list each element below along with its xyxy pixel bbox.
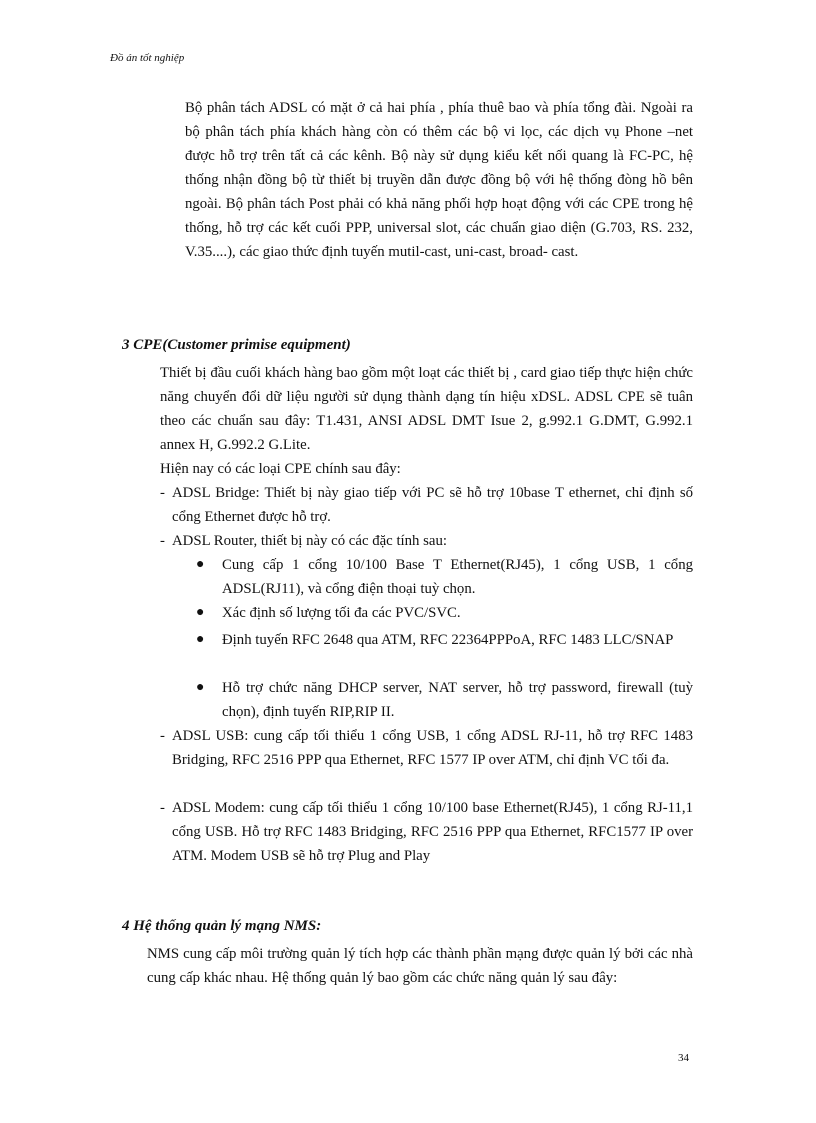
- modem-text: ADSL Modem: cung cấp tối thiểu 1 cổng 10/100 base Ethernet(RJ45), 1 cổng RJ-11,1 cổng USB. Hỗ trợ RFC 1483 Bridging, RFC 2516 PPP qua Ethernet, RFC1577 IP over ATM. Modem USB sẽ hỗ trợ Plug and Play: [172, 800, 693, 864]
- nms-paragraph: NMS cung cấp môi trường quản lý tích hợp các thành phần mạng được quản lý bởi các nhà cung cấp khác nhau. Hệ thống quản lý bao gồm các chức năng quản lý sau đây:: [147, 946, 693, 986]
- page-number: 34: [678, 1052, 689, 1064]
- bullet-icon: ●: [196, 605, 205, 620]
- list-item-modem: [160, 796, 693, 868]
- dash-marker: -: [160, 728, 165, 744]
- usb-text: ADSL USB: cung cấp tối thiểu 1 cổng USB, 1 cổng ADSL RJ-11, hỗ trợ RFC 1483 Bridging, RFC 2516 PPP qua Ethernet, RFC 1577 IP over ATM, chỉ định VC tối đa.: [172, 728, 693, 768]
- list-item-usb: [160, 724, 693, 772]
- splitter-paragraph: Bộ phân tách ADSL có mặt ở cả hai phía , phía thuê bao và phía tổng đài. Ngoài ra bộ phân tách phía khách hàng còn có thêm các bộ vi lọc, các dịch vụ Phone –net được hỗ trợ trên tất cả các kênh. Bộ này sử dụng kiểu kết nối quang là FC-PC, hệ thống nhận đồng bộ từ thiết bị truyền dẫn được đồng bộ với hệ thống đòng hồ bên ngoài. Bộ phân tách Post phải có khả năng phối hợp hoạt động với các CPE trong hệ thống, hỗ trợ các kết cuối PPP, universal slot, các chuẩn giao diện (G.703, RS. 232, V.35....), các giao thức định tuyến mutil-cast, uni-cast, broad- cast.: [185, 100, 693, 260]
- router-feature-item: [196, 601, 693, 625]
- section-4-heading: 4 Hệ thống quản lý mạng NMS:: [122, 918, 322, 934]
- bullet-icon: ●: [196, 632, 205, 647]
- list-item-router: [160, 529, 693, 553]
- router-feature-text: Cung cấp 1 cổng 10/100 Base T Ethernet(RJ45), 1 cổng USB, 1 cổng ADSL(RJ11), và cổng điện thoại tuỳ chọn.: [222, 557, 693, 597]
- bridge-text: ADSL Bridge: Thiết bị này giao tiếp với PC sẽ hỗ trợ 10base T ethernet, chỉ định số cổng Ethernet được hỗ trợ.: [172, 485, 693, 525]
- dash-marker: -: [160, 533, 165, 549]
- router-feature-item: [196, 553, 693, 601]
- cpe-intro-paragraph: Thiết bị đầu cuối khách hàng bao gồm một loạt các thiết bị , card giao tiếp thực hiện chức năng chuyển đổi dữ liệu người sử dụng thành dạng tín hiệu xDSL. ADSL CPE sẽ tuân theo các chuẩn sau đây: T1.431, ANSI ADSL DMT Isue 2, g.992.1 G.DMT, G.992.1 annex H, G.992.2 G.Lite.: [160, 365, 693, 453]
- router-feature-text: Hỗ trợ chức năng DHCP server, NAT server, hỗ trợ password, firewall (tuỳ chọn), định tuyến RIP,RIP II.: [222, 680, 693, 720]
- bullet-icon: ●: [196, 557, 205, 572]
- dash-marker: -: [160, 485, 165, 501]
- router-feature-item: [196, 628, 693, 652]
- list-item-bridge: [160, 481, 693, 529]
- page-header: Đồ án tốt nghiệp: [110, 52, 185, 64]
- dash-marker: -: [160, 800, 165, 816]
- section-3-heading: 3 CPE(Customer primise equipment): [122, 337, 351, 353]
- cpe-types-intro: Hiện nay có các loại CPE chính sau đây:: [160, 461, 401, 477]
- router-feature-text: Xác định số lượng tối đa các PVC/SVC.: [222, 605, 461, 621]
- router-feature-text: Định tuyến RFC 2648 qua ATM, RFC 22364PPPoA, RFC 1483 LLC/SNAP: [222, 632, 674, 648]
- router-text: ADSL Router, thiết bị này có các đặc tính sau:: [172, 533, 447, 549]
- bullet-icon: ●: [196, 680, 205, 695]
- router-feature-item: [196, 676, 693, 724]
